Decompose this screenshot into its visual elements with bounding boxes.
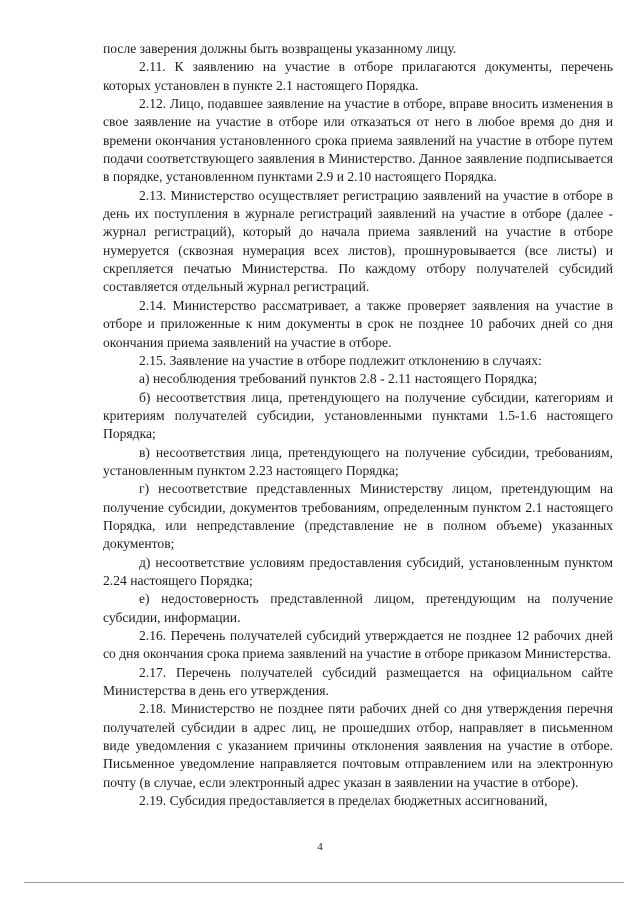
paragraph-continuation: после заверения должны быть возвращены указанному лицу.: [103, 41, 457, 56]
list-item-v: в) несоответствия лица, претендующего на получение субсидии, требованиям, установленным пунктом 2.23 настоящего Порядка;: [103, 444, 613, 478]
paragraph-2-13: 2.13. Министерство осуществляет регистрацию заявлений на участие в отборе в день их поступления в журнале регистраций заявлений на участие в отборе (далее - журнал регистраций), который до начала приема заявлений на участие в отборе нумеруется (сквозная нумерация всех листов), прошнуровывается (все листы) и скрепляется печатью Министерства. По каждому отбору получателей субсидий составляется отдельный журнал регистраций.: [103, 187, 613, 295]
paragraph-2-11: 2.11. К заявлению на участие в отборе прилагаются документы, перечень которых установлен в пункте 2.1 настоящего Порядка.: [103, 59, 613, 93]
paragraph-2-19: 2.19. Субсидия предоставляется в пределах бюджетных ассигнований,: [139, 793, 548, 809]
list-item-d: д) несоответствие условиям предоставления субсидий, установленным пунктом 2.24 настоящего Порядка;: [103, 554, 613, 588]
paragraph-2-12: 2.12. Лицо, подавшее заявление на участие в отборе, вправе вносить изменения в свое заявление на участие в отборе или отказаться от него в любое время до дня и времени окончания установленного срока приема заявлений на участие в отборе путем подачи соответствующего заявления в Министерство. Данное заявление подписывается в порядке, установленном пунктами 2.9 и 2.10 настоящего Порядка.: [103, 96, 613, 185]
document-body: [103, 40, 613, 810]
paragraph-2-17: 2.17. Перечень получателей субсидий размещается на официальном сайте Министерства в день его утверждения.: [103, 664, 613, 699]
page-number: 4: [317, 841, 323, 853]
paragraph-2-15: 2.15. Заявление на участие в отборе подлежит отклонению в случаях:: [139, 352, 542, 368]
paragraph-2-16: 2.16. Перечень получателей субсидий утверждается не позднее 12 рабочих дней со дня окончания срока приема заявлений на участие в отборе приказом Министерства.: [103, 628, 613, 662]
list-item-e: е) недостоверность представленной лицом, претендующим на получение субсидии, информации.: [103, 591, 613, 625]
list-item-g: г) несоответствие представленных Министерству лицом, претендующим на получение субсидии, документов требованиям, определенным пунктом 2.1 настоящего Порядка, или непредставление (представление не в полном объеме) указанных документов;: [103, 481, 613, 552]
paragraph-2-18: 2.18. Министерство не позднее пяти рабочих дней со дня утверждения перечня получателей субсидии в адрес лиц, не прошедших отбор, направляет в письменном виде уведомления с указанием причины отклонения заявления на участие в отборе. Письменное уведомление направляется почтовым отправлением или на электронную почту (в случае, если электронный адрес указан в заявлении на участие в отборе).: [103, 701, 613, 790]
scan-edge-divider: [24, 882, 624, 883]
list-item-b: б) несоответствия лица, претендующего на получение субсидии, категориям и критериям получателей субсидии, установленными пунктами 1.5-1.6 настоящего Порядка;: [103, 389, 613, 442]
list-item-a: а) несоблюдения требований пунктов 2.8 - 2.11 настоящего Порядка;: [139, 371, 538, 387]
paragraph-2-14: 2.14. Министерство рассматривает, а также проверяет заявления на участие в отборе и приложенные к ним документы в срок не позднее 10 рабочих дней со дня окончания приема заявлений на участие в отборе.: [103, 297, 613, 350]
